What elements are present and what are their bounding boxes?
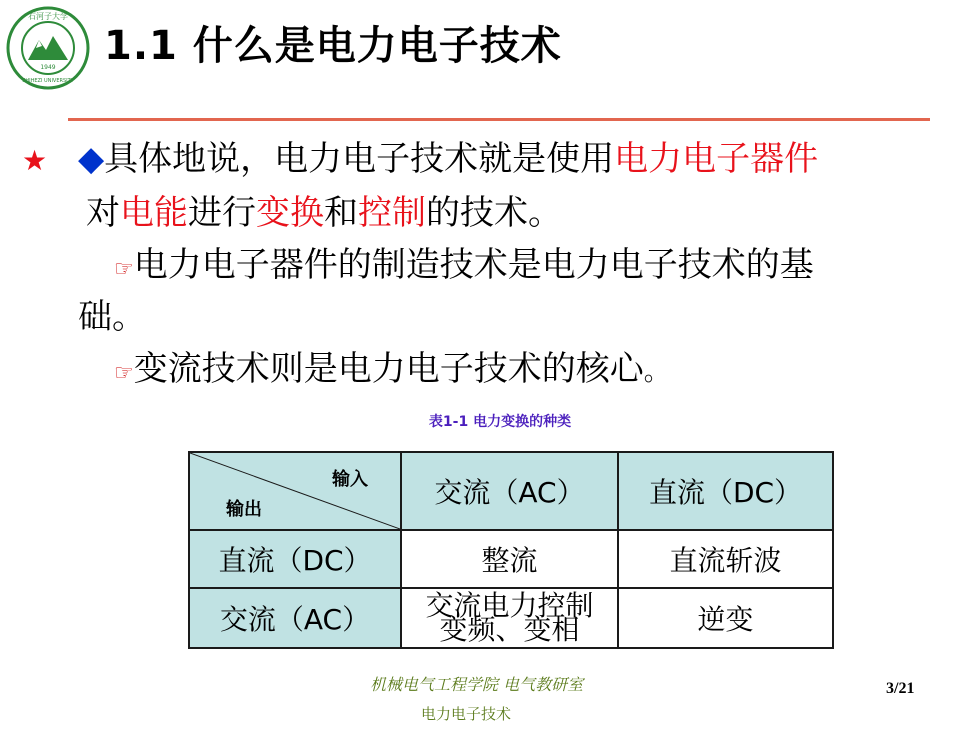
cell-dc-chopper: 直流斩波 bbox=[618, 530, 833, 588]
svg-text:石河子大学: 石河子大学 bbox=[28, 12, 68, 21]
conversion-table bbox=[188, 451, 834, 649]
slide-title: 1.1 什么是电力电子技术 bbox=[104, 23, 562, 69]
table-header-row bbox=[189, 452, 833, 530]
page-number: 3/21 bbox=[886, 680, 915, 697]
sub-point-2: ☞变流技术则是电力电子技术的核心。 bbox=[114, 349, 670, 389]
star-icon: ★ bbox=[22, 144, 48, 177]
title-divider bbox=[68, 118, 930, 121]
header-input-label: 输入 bbox=[332, 469, 368, 490]
highlight-energy: 电能 bbox=[120, 193, 188, 233]
bullet-line-2: 对电能进行变换和控制的技术。 bbox=[86, 193, 562, 233]
pointing-hand-icon: ☞ bbox=[114, 257, 134, 282]
footer-course: 电力电子技术 bbox=[421, 705, 512, 723]
highlight-devices: 电力电子器件 bbox=[614, 139, 819, 179]
pointing-hand-icon: ☞ bbox=[114, 361, 134, 386]
sub-point-1-cont: 础。 bbox=[78, 297, 146, 337]
highlight-conversion: 变换 bbox=[256, 193, 324, 233]
svg-text:1949: 1949 bbox=[40, 64, 56, 71]
cell-ac-control: 交流电力控制 变频、变相 bbox=[401, 588, 618, 648]
row-label-dc: 直流（DC） bbox=[189, 530, 401, 588]
cell-inversion: 逆变 bbox=[618, 588, 833, 648]
diamond-bullet-icon: ◆ bbox=[78, 139, 105, 179]
header-dc: 直流（DC） bbox=[618, 452, 833, 530]
diagonal-header-cell bbox=[189, 452, 401, 530]
table-row bbox=[189, 530, 833, 588]
header-output-label: 输出 bbox=[226, 499, 262, 520]
cell-rectification: 整流 bbox=[401, 530, 618, 588]
row-label-ac: 交流（AC） bbox=[189, 588, 401, 648]
table-caption: 表1-1 电力变换的种类 bbox=[428, 414, 572, 430]
highlight-control: 控制 bbox=[358, 193, 426, 233]
sub-point-1: ☞电力电子器件的制造技术是电力电子技术的基 bbox=[114, 245, 814, 285]
header-ac: 交流（AC） bbox=[401, 452, 618, 530]
bullet-line-1: ◆具体地说，电力电子技术就是使用电力电子器件 bbox=[78, 139, 819, 179]
svg-text:SHIHEZI UNIVERSITY: SHIHEZI UNIVERSITY bbox=[22, 78, 74, 84]
footer-department: 机械电气工程学院 电气教研室 bbox=[370, 675, 584, 694]
university-logo bbox=[6, 6, 90, 90]
table-row bbox=[189, 588, 833, 648]
